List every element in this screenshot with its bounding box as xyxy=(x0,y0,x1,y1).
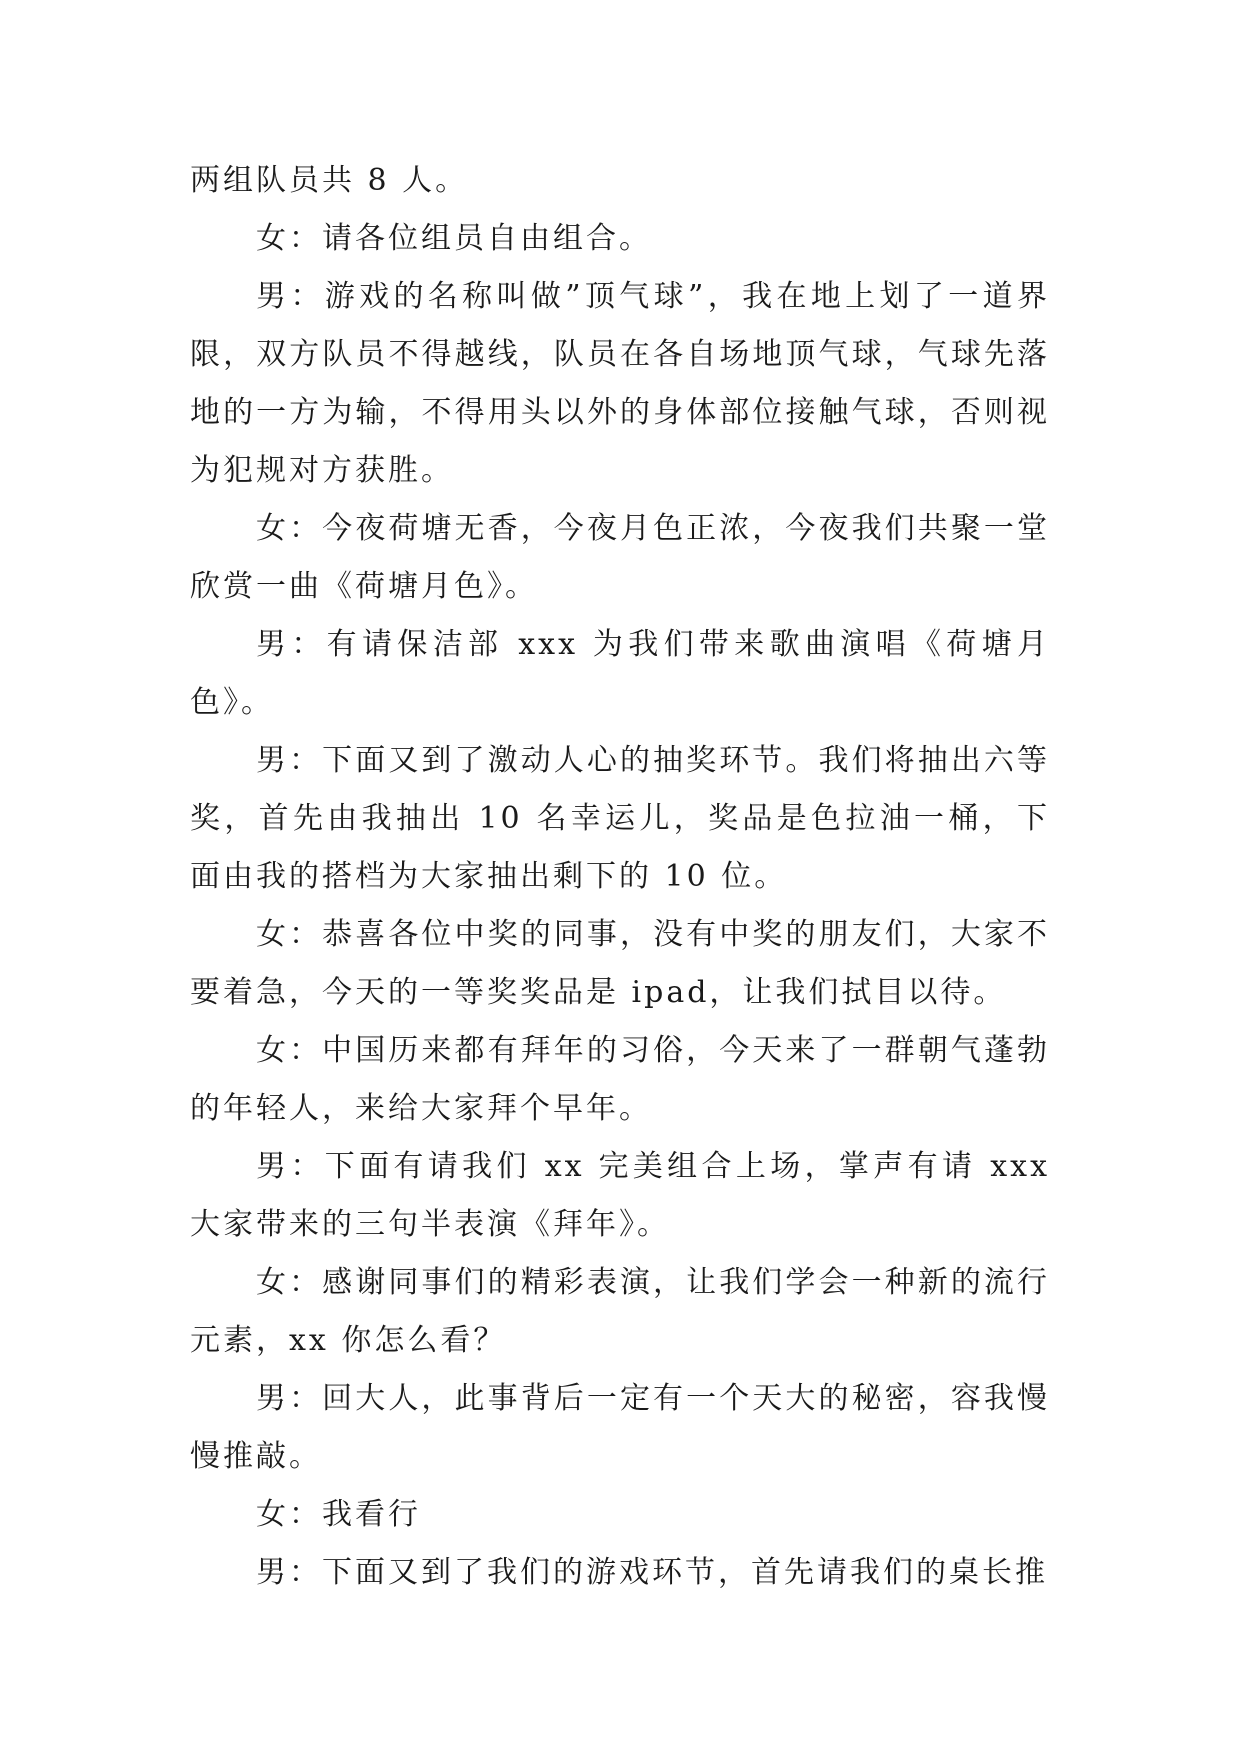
paragraph-1: 两组队员共 8 人。 xyxy=(190,163,469,198)
paragraph-6: 男：下面又到了激动人心的抽奖环节。我们将抽出六等奖，首先由我抽出 10 名幸运儿，奖品是色拉油一桶，下面由我的搭档为大家抽出剩下的 10 位。 xyxy=(190,743,1050,894)
paragraph-2: 女：请各位组员自由组合。 xyxy=(256,221,652,256)
document-body xyxy=(190,152,1050,1602)
paragraph-5: 男：有请保洁部 xxx 为我们带来歌曲演唱《荷塘月色》。 xyxy=(190,627,1050,720)
paragraph-13: 男：下面又到了我们的游戏环节，首先请我们的桌长推 xyxy=(256,1555,1048,1590)
paragraph-4: 女：今夜荷塘无香，今夜月色正浓，今夜我们共聚一堂欣赏一曲《荷塘月色》。 xyxy=(190,511,1050,604)
paragraph-11: 男：回大人，此事背后一定有一个天大的秘密，容我慢慢推敲。 xyxy=(190,1381,1050,1474)
paragraph-8: 女：中国历来都有拜年的习俗，今天来了一群朝气蓬勃的年轻人，来给大家拜个早年。 xyxy=(190,1033,1050,1126)
paragraph-9: 男：下面有请我们 xx 完美组合上场，掌声有请 xxx 大家带来的三句半表演《拜年》。 xyxy=(190,1149,1050,1242)
paragraph-10: 女：感谢同事们的精彩表演，让我们学会一种新的流行元素，xx 你怎么看？ xyxy=(190,1265,1050,1358)
paragraph-3: 男：游戏的名称叫做”顶气球”，我在地上划了一道界限，双方队员不得越线，队员在各自场地顶气球，气球先落地的一方为输，不得用头以外的身体部位接触气球，否则视为犯规对方获胜。 xyxy=(190,279,1050,488)
paragraph-7: 女：恭喜各位中奖的同事，没有中奖的朋友们，大家不要着急，今天的一等奖奖品是 ipad，让我们拭目以待。 xyxy=(190,917,1050,1010)
paragraph-12: 女：我看行 xyxy=(256,1497,421,1532)
